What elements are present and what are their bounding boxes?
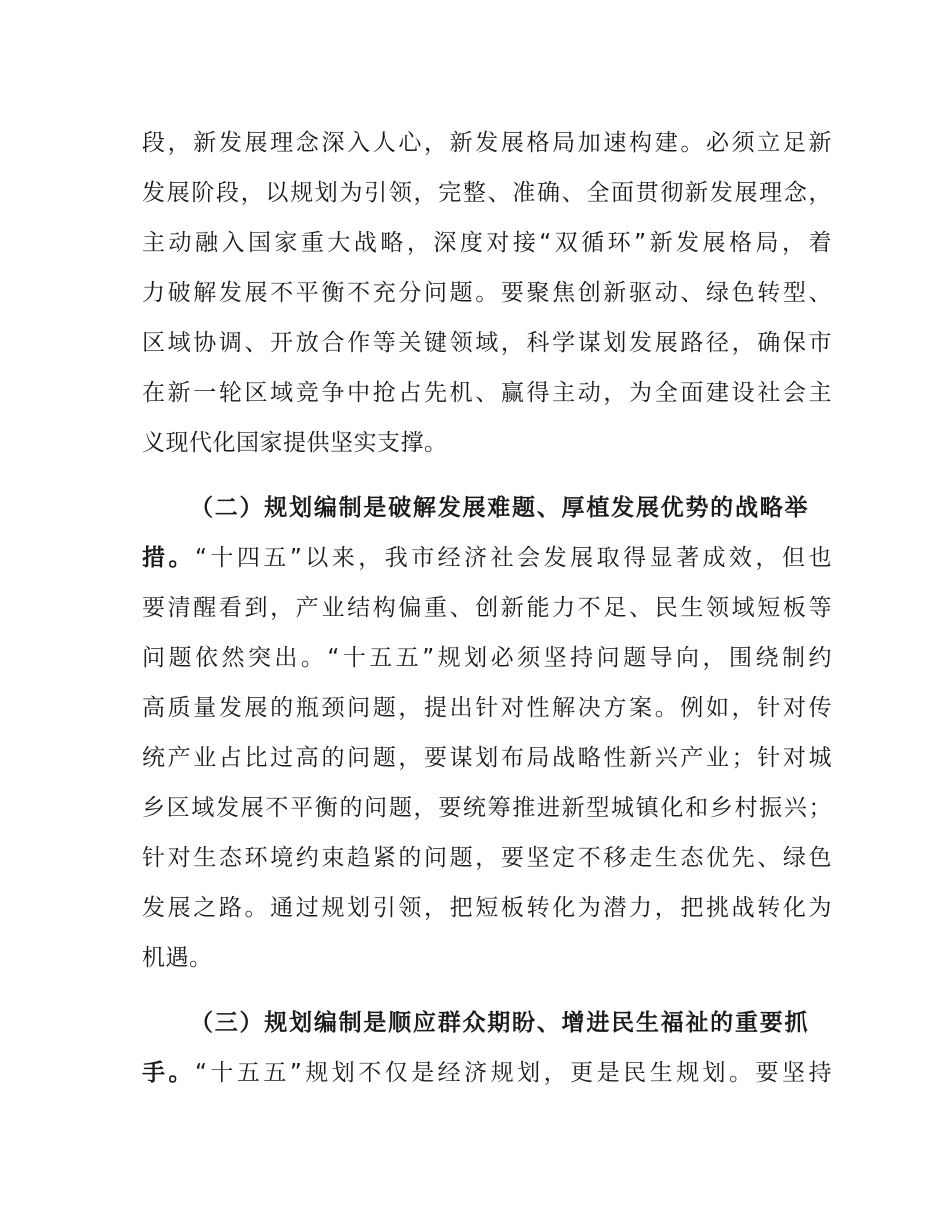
- section-heading-3: （三）规划编制是顺应群众期盼、增进民生福祉的重要抓: [190, 1010, 808, 1036]
- paragraph-text: “十五五”规划不仅是经济规划，更是民生规划。要坚持: [194, 1060, 832, 1086]
- paragraph-line: 主动融入国家重大战略，深度对接“双循环”新发展格局，着: [142, 230, 832, 256]
- paragraph-line: 统产业占比过高的问题，要谋划布局战略性新兴产业；针对城: [142, 745, 832, 771]
- paragraph-line: 发展之路。通过规划引领，把短板转化为潜力，把挑战转化为: [142, 895, 832, 921]
- paragraph-line: 义现代化国家提供坚实支撑。: [142, 430, 448, 456]
- paragraph-line: 力破解发展不平衡不充分问题。要聚焦创新驱动、绿色转型、: [142, 280, 832, 306]
- section-heading-3-end: 手。: [142, 1060, 195, 1086]
- paragraph-line: 问题依然突出。“十五五”规划必须坚持问题导向，围绕制约: [142, 645, 832, 671]
- paragraph-line: [142, 533, 832, 583]
- paragraph-text: “十四五”以来，我市经济社会发展取得显著成效，但也: [194, 545, 832, 571]
- paragraph-line: 针对生态环境约束趋紧的问题，要坚定不移走生态优先、绿色: [142, 845, 832, 871]
- paragraph-line: 区域协调、开放合作等关键领域，科学谋划发展路径，确保市: [142, 330, 832, 356]
- paragraph-line: [142, 1048, 832, 1098]
- paragraph-line: 要清醒看到，产业结构偏重、创新能力不足、民生领域短板等: [142, 595, 832, 621]
- paragraph-line: 乡区域发展不平衡的问题，要统筹推进新型城镇化和乡村振兴；: [142, 795, 832, 821]
- section-heading-2: （二）规划编制是破解发展难题、厚植发展优势的战略举: [190, 495, 808, 521]
- paragraph-line: 机遇。: [142, 945, 213, 971]
- paragraph-line: 高质量发展的瓶颈问题，提出针对性解决方案。例如，针对传: [142, 695, 832, 721]
- section-heading-2-end: 措。: [142, 545, 195, 571]
- paragraph-line: 在新一轮区域竞争中抢占先机、赢得主动，为全面建设社会主: [142, 380, 832, 406]
- paragraph-line: 段，新发展理念深入人心，新发展格局加速构建。必须立足新: [142, 130, 832, 156]
- paragraph-line: 发展阶段，以规划为引领，完整、准确、全面贯彻新发展理念，: [142, 180, 832, 206]
